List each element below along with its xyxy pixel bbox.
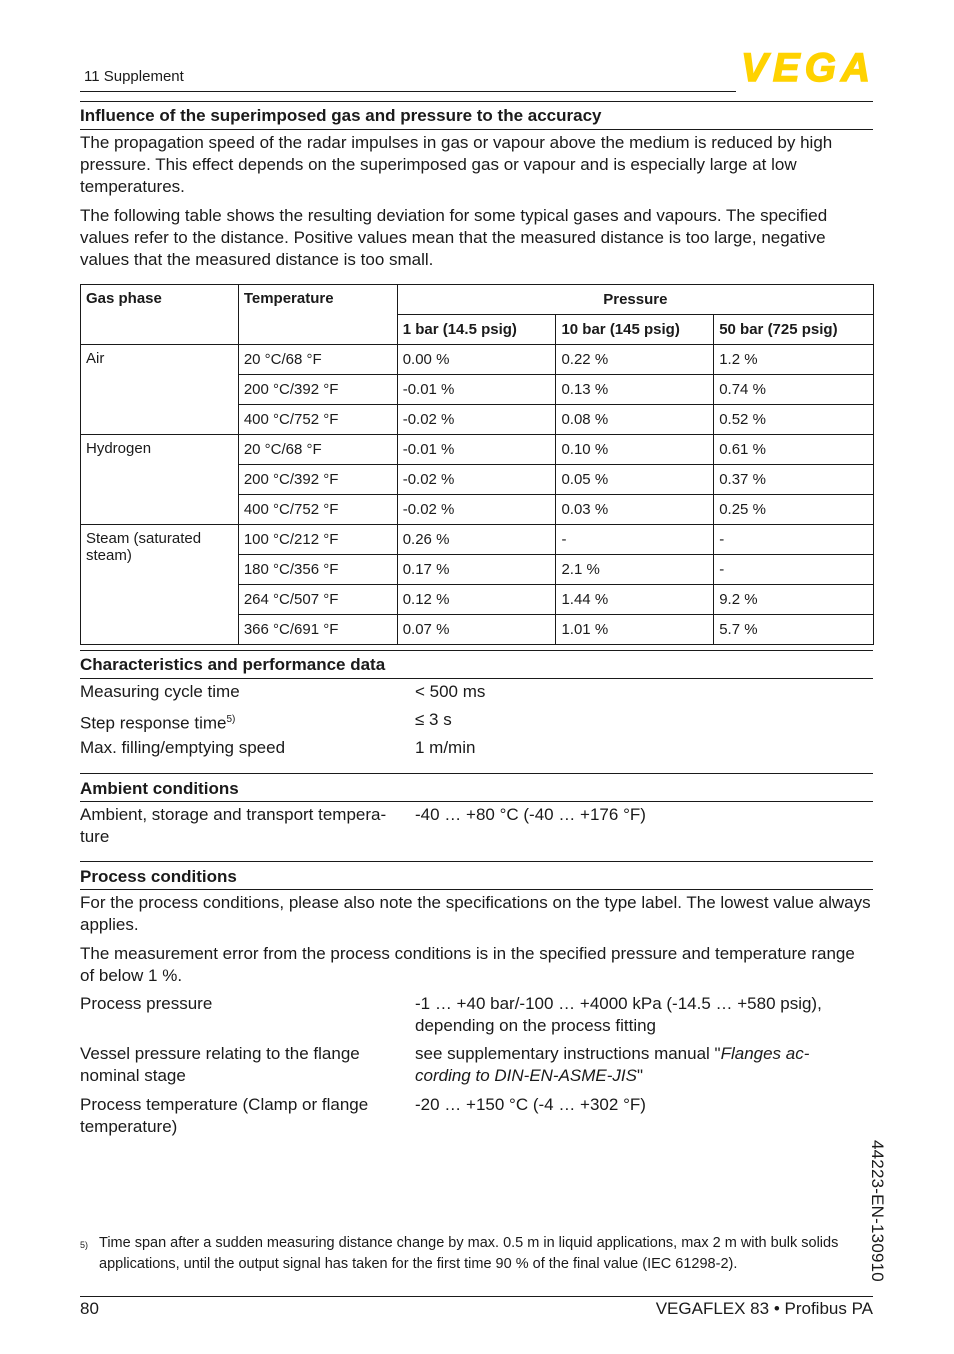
section-header: 11 Supplement [84, 68, 184, 85]
temperature-cell: 400 °C/752 °F [238, 405, 397, 435]
temperature-cell: 400 °C/752 °F [238, 495, 397, 525]
vessel-pressure-label: Vessel pressure relating to the flange nominal stage [80, 1044, 360, 1085]
influence-title: Influence of the superimposed gas and pressure to the accuracy [80, 106, 602, 125]
footnote-ref: 5) [226, 714, 236, 725]
vessel-value-prefix: see supplementary instructions manual " [415, 1044, 721, 1063]
value-1bar-cell: -0.01 % [397, 435, 556, 465]
col-temperature: Temperature [238, 285, 397, 345]
value-10bar-cell: 2.1 % [556, 555, 714, 585]
value-50bar-cell: 0.61 % [714, 435, 874, 465]
table-row [81, 435, 874, 465]
temperature-cell: 264 °C/507 °F [238, 585, 397, 615]
ambient-title: Ambient conditions [80, 779, 239, 798]
value-50bar-cell: 0.25 % [714, 495, 874, 525]
value-10bar-cell: 0.03 % [556, 495, 714, 525]
footer-rule [80, 1296, 873, 1297]
section-rule-top [80, 650, 873, 651]
value-10bar-cell: 1.01 % [556, 615, 714, 645]
temperature-cell: 366 °C/691 °F [238, 615, 397, 645]
footnote-text: Time span after a sudden measuring distance change by max. 0.5 m in liquid applications, max 2 m with bulk solids applications, until the output signal has taken for the first time 90 % of the final value (IEC 61298-2). [99, 1235, 839, 1272]
temperature-cell: 20 °C/68 °F [238, 345, 397, 375]
section-rule-top [80, 773, 873, 774]
deviation-table [80, 284, 874, 645]
document-code: 44223-EN-130910 [868, 1140, 887, 1282]
step-response-text: Step response time [80, 713, 227, 733]
value-1bar-cell: 0.17 % [397, 555, 556, 585]
value-10bar-cell: 0.05 % [556, 465, 714, 495]
value-1bar-cell: -0.02 % [397, 405, 556, 435]
logo-text: VEGA [741, 50, 871, 84]
col-pressure: Pressure [397, 285, 873, 315]
temperature-cell: 180 °C/356 °F [238, 555, 397, 585]
table-header-row [81, 285, 874, 315]
section-rule-bottom [80, 889, 873, 890]
section-rule-bottom [80, 129, 873, 130]
value-50bar-cell: 0.37 % [714, 465, 874, 495]
process-para-1: For the process conditions, please also note the specifications on the type label. The lowest value always applies. [80, 893, 871, 934]
value-1bar-cell: 0.26 % [397, 525, 556, 555]
process-pressure-value: -1 … +40 bar/-100 … +4000 kPa (-14.5 … +580 psig), depending on the process fitting [415, 994, 822, 1035]
value-10bar-cell: 0.13 % [556, 375, 714, 405]
value-50bar-cell: 0.52 % [714, 405, 874, 435]
temperature-cell: 20 °C/68 °F [238, 435, 397, 465]
flanges-manual-link-text: Flanges ac-cording to DIN-EN-ASME-JIS [415, 1044, 810, 1085]
header-rule [80, 91, 736, 92]
vessel-value-suffix: " [637, 1066, 644, 1085]
footnote-mark: 5) [80, 1240, 89, 1250]
vega-logo [741, 50, 873, 84]
value-10bar-cell: - [556, 525, 714, 555]
col-pressure-50bar: 50 bar (725 psig) [714, 315, 874, 345]
value-1bar-cell: -0.02 % [397, 465, 556, 495]
value-50bar-cell: 9.2 % [714, 585, 874, 615]
process-temp-value: -20 … +150 °C (-4 … +302 °F) [415, 1095, 646, 1114]
value-50bar-cell: - [714, 525, 874, 555]
value-50bar-cell: 1.2 % [714, 345, 874, 375]
ambient-temp-label: Ambient, storage and transport tempera-ture [80, 805, 387, 846]
value-10bar-cell: 0.08 % [556, 405, 714, 435]
value-1bar-cell: 0.00 % [397, 345, 556, 375]
gas-phase-cell: Hydrogen [81, 435, 239, 525]
col-pressure-1bar: 1 bar (14.5 psig) [397, 315, 556, 345]
temperature-cell: 100 °C/212 °F [238, 525, 397, 555]
value-10bar-cell: 0.22 % [556, 345, 714, 375]
process-temp-label: Process temperature (Clamp or flange temperature) [80, 1095, 369, 1136]
influence-para-2: The following table shows the resulting deviation for some typical gases and vapours. The specified values refer to the distance. Positive values mean that the measured distance is too large, negative values that the measured distance is too small. [80, 206, 828, 269]
table-row [81, 345, 874, 375]
value-50bar-cell: 5.7 % [714, 615, 874, 645]
value-10bar-cell: 0.10 % [556, 435, 714, 465]
col-pressure-10bar: 10 bar (145 psig) [556, 315, 714, 345]
section-rule-bottom [80, 678, 873, 679]
temperature-cell: 200 °C/392 °F [238, 375, 397, 405]
measuring-cycle-value: < 500 ms [415, 682, 486, 701]
col-gas-phase: Gas phase [81, 285, 239, 345]
gas-phase-cell: Steam (saturated steam) [81, 525, 239, 645]
page-number: 80 [80, 1299, 99, 1318]
process-pressure-label: Process pressure [80, 994, 213, 1013]
filling-speed-value: 1 m/min [415, 738, 476, 757]
section-rule-top [80, 101, 873, 102]
section-rule-top [80, 861, 873, 862]
characteristics-title: Characteristics and performance data [80, 655, 386, 674]
influence-para-1: The propagation speed of the radar impulses in gas or vapour above the medium is reduced by high pressure. This effect depends on the superimposed gas or vapour and is especially large at low temperatures. [80, 133, 833, 196]
table-row [81, 525, 874, 555]
process-para-2: The measurement error from the process conditions is in the specified pressure and temperature range of below 1 %. [80, 944, 855, 985]
value-1bar-cell: 0.07 % [397, 615, 556, 645]
step-response-value: ≤ 3 s [415, 710, 452, 729]
value-50bar-cell: - [714, 555, 874, 585]
value-10bar-cell: 1.44 % [556, 585, 714, 615]
value-1bar-cell: 0.12 % [397, 585, 556, 615]
section-rule-bottom [80, 801, 873, 802]
value-1bar-cell: -0.02 % [397, 495, 556, 525]
step-response-label [80, 709, 400, 735]
value-50bar-cell: 0.74 % [714, 375, 874, 405]
process-title: Process conditions [80, 867, 237, 886]
footnote [80, 1233, 873, 1275]
ambient-temp-value: -40 … +80 °C (-40 … +176 °F) [415, 805, 646, 824]
measuring-cycle-label: Measuring cycle time [80, 682, 240, 701]
temperature-cell: 200 °C/392 °F [238, 465, 397, 495]
document-title: VEGAFLEX 83 • Profibus PA [655, 1299, 873, 1318]
gas-phase-cell: Air [81, 345, 239, 435]
value-1bar-cell: -0.01 % [397, 375, 556, 405]
vessel-pressure-value [415, 1043, 845, 1087]
filling-speed-label: Max. filling/emptying speed [80, 738, 286, 757]
